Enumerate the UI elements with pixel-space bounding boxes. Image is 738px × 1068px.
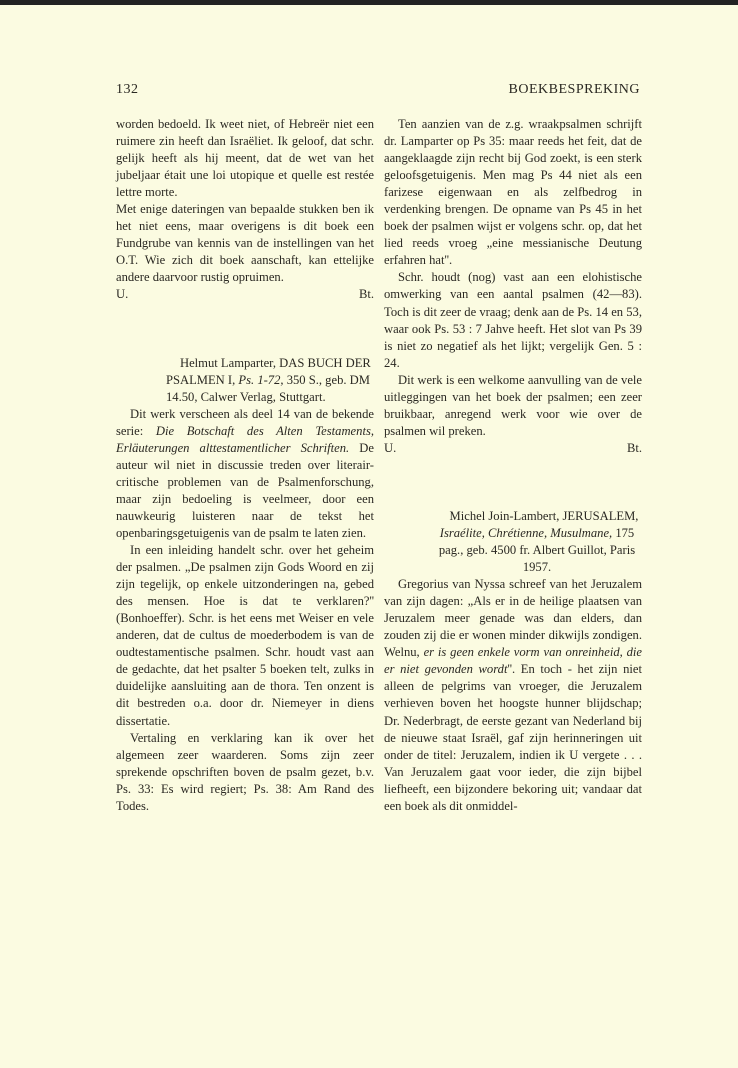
page-number: 132	[116, 82, 139, 97]
paragraph: worden bedoeld. Ik weet niet, of Hebreër niet een ruimere zin heeft dan Israëliet. Ik geloof, dat schr. gelijk heeft als hij meent, dat de wet van het jubeljaar était une loi utopique et quelle est restée lettre morte.	[116, 117, 374, 200]
right-column	[384, 116, 642, 815]
review-heading: Michel Join-Lambert, JERUSALEM, Israélite, Chrétienne, Musulmane, 175 pag., geb. 4500 fr. Albert Guillot, Paris 1957.	[438, 508, 639, 575]
review-signature	[116, 286, 374, 303]
scan-top-edge	[0, 0, 738, 5]
running-head: BOEKBESPREKING	[508, 82, 640, 97]
paragraph: Met enige dateringen van bepaalde stukken ben ik het niet eens, maar overigens is dit boek een Fundgrube van kennis van de instellingen van het O.T. Wie zich dit boek aanschaft, kan ettelijke andere daarvoor rustig opruimen.	[116, 202, 374, 285]
paragraph: Vertaling en verklaring kan ik over het algemeen zeer waarderen. Soms zijn zeer sprekende opschriften boven de psalm gezet, b.v. Ps. 33: Es wird regiert; Ps. 38: Am Rand des Todes.	[116, 730, 374, 813]
signature-initial: U.	[116, 287, 129, 302]
review-signature	[384, 440, 642, 457]
paragraph: Schr. houdt (nog) vast aan een elohistische omwerking van een aantal psalmen (42—83). Toch is dit zeer de vraag; denk aan de Ps. 14 en 53, waar ook Ps. 53 : 7 Jahve heeft. Het slot van Ps 39 is niet zo negatief als het lijkt; vergelijk Gen. 5 : 24.	[384, 270, 642, 370]
paragraph: In een inleiding handelt schr. over het geheim der psalmen. „De psalmen zijn Gods Woord en zij zijn tegelijk, op enkele uitzonderingen na, gebed des mensen. Hoe is dat te verklaren?'' (Bonhoeffer). Schr. is het eens met Weiser en vele anderen, dat de cultus de moederbodem is van de oudtestamentische psalmen. Schr. houdt vast aan de gedachte, dat het psalter 5 boeken telt, zulks in duidelijke aansluiting aan de thora. Ten onzent is dit bestreden o.a. door dr. Niemeyer in diens dissertatie.	[116, 543, 374, 728]
signature-initial: U.	[384, 440, 397, 455]
paragraph: Dit werk verscheen als deel 14 van de bekende serie: Die Botschaft des Alten Testaments, Erläuterungen alttestamentlicher Schriften. De auteur wil niet in discussie treden over literair-critische problemen van de Psalmenforschung, maar zijn bedoeling is veelmeer, door een nauwkeurig luisteren naar de tekst het openbaringsgetuigenis van de psalm te laten zien.	[116, 406, 374, 540]
left-column	[116, 116, 374, 815]
signature-author: Bt.	[626, 440, 642, 455]
review-heading: Helmut Lamparter, DAS BUCH DER PSALMEN I, Ps. 1-72, 350 S., geb. DM 14.50, Calwer Verlag, Stuttgart.	[166, 355, 371, 404]
paragraph: Ten aanzien van de z.g. wraakpsalmen schrijft dr. Lamparter op Ps 35: maar reeds het feit, dat de aangeklaagde zijn recht bij God zoekt, is een sterk geloofsgetuigenis. Men mag Ps 44 niet als een farizese eigenwaan en als zelfbedrog in verdenking brengen. De opname van Ps 45 in het boek der psalmen wijst er volgens schr. op, dat het lied reeds vroeg „eine messianische Deutung erfahren hat''.	[384, 117, 642, 268]
signature-author: Bt.	[358, 287, 374, 302]
paragraph: Dit werk is een welkome aanvulling van de vele uitleggingen van het boek der psalmen; een zeer bruikbaar, anregend werk voor wie over de psalmen wil preken.	[384, 372, 642, 438]
page-header	[116, 82, 640, 104]
paragraph: Gregorius van Nyssa schreef van het Jeruzalem van zijn dagen: „Als er in de heilige plaatsen van Jeruzalem meer genade was dan elders, dan zouden zij die er wonen minder dikwijls zondigen. Welnu, er is geen enkele vorm van onreinheid, die er niet gevonden wordt''. En toch - het zijn niet alleen de pelgrims van vroeger, die Jeruzalem verhieven boven het hoogste hunner blijdschap; Dr. Nederbragt, de eerste gezant van Nederland bij de nieuwe staat Israël, gaf zijn herinneringen uit onder de titel: Jeruzalem, indien ik U vergete . . . Van Jeruzalem gaat voor ieder, die zijn bijbel liefheeft, een bijzondere bekoring uit; vandaar dat een boek als dit onmiddel-	[384, 577, 642, 813]
